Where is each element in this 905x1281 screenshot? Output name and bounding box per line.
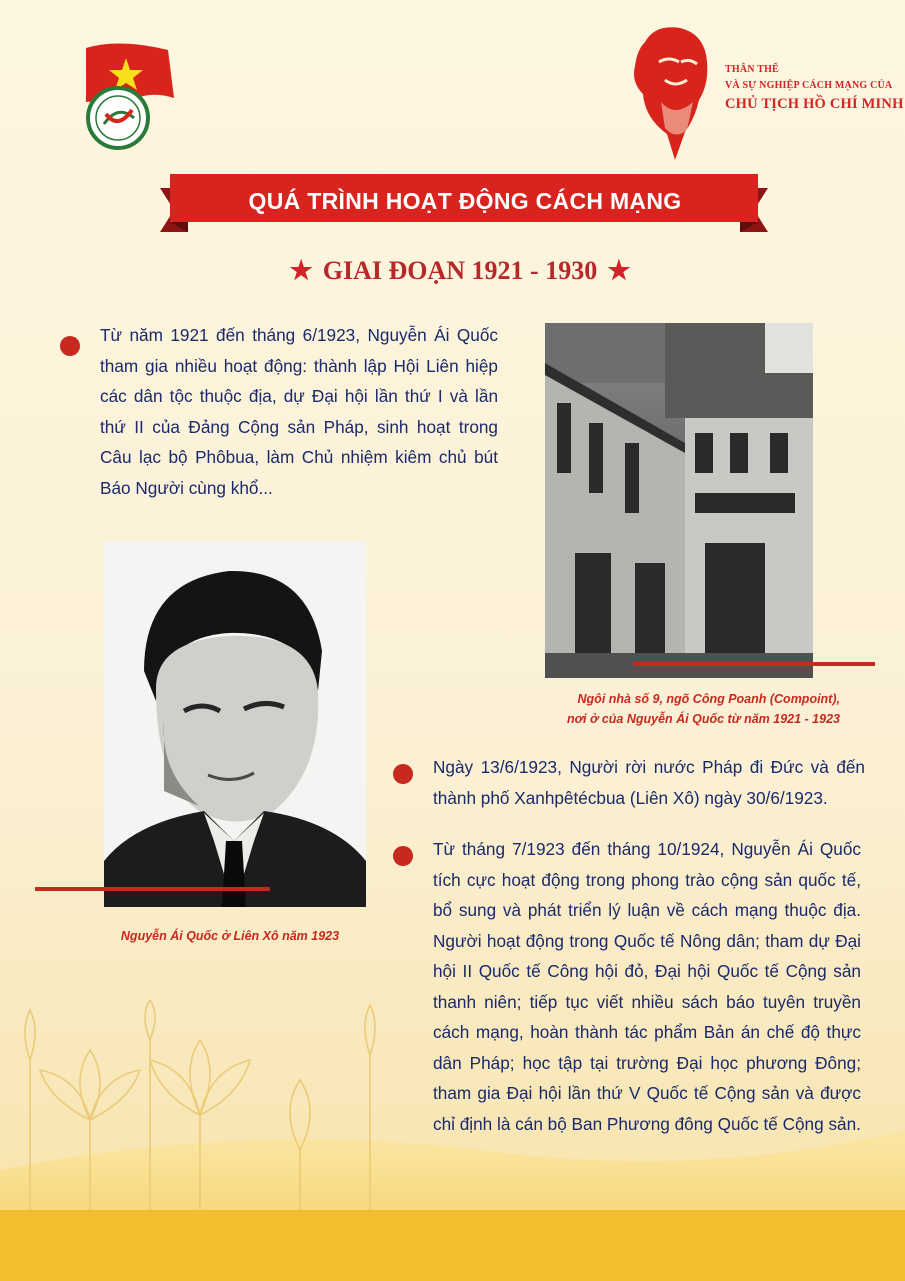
youth-union-emblem [78, 40, 178, 152]
house-photo [545, 323, 813, 678]
brand-line-2: VÀ SỰ NGHIỆP CÁCH MẠNG CỦA [725, 80, 893, 91]
paragraph-1: Từ năm 1921 đến tháng 6/1923, Nguyễn Ái Quốc tham gia nhiều hoạt động: thành lập Hội Liên hiệp các dân tộc thuộc địa, dự Đại hội lần thứ I và lần thứ II của Đảng Cộng sản Pháp, sinh hoạt trong Câu lạc bộ Phôbua, làm Chủ nhiệm kiêm chủ bút Báo Người cùng khổ... [100, 325, 498, 498]
portrait-photo [104, 541, 366, 907]
brand-line-3: CHỦ TỊCH HỒ CHÍ MINH [725, 96, 904, 112]
paragraph-2: Ngày 13/6/1923, Người rời nước Pháp đi Đức và đến thành phố Xanhpêtécbua (Liên Xô) ngày 30/6/1923. [433, 757, 865, 808]
period-label: GIAI ĐOẠN 1921 - 1930 [322, 256, 598, 285]
paragraph-3: Từ tháng 7/1923 đến tháng 10/1924, Nguyễn Ái Quốc tích cực hoạt động trong phong trào cộng sản quốc tế, bổ sung và phát triển lý luận về cách mạng thuộc địa. Người hoạt động trong Quốc tế Nông dân; tham dự Đại hội II Quốc tế Công hội đỏ, Đại hội Quốc tế Cộng sản thanh niên; tiếp tục viết nhiều sách báo tuyên truyền cách mạng, hoàn thành tác phẩm Bản án chế độ thực dân Pháp; học tập tại trường Đại học phương Đông; tham gia Đại hội lần thứ V Quốc tế Cộng sản và được chỉ định là cán bộ Ban Phương đông Quốc tế Cộng sản. [433, 839, 861, 1134]
star-icon: ★ [607, 256, 631, 285]
brand-line-1: THÂN THẾ [725, 64, 779, 75]
lotus-decoration [0, 1000, 905, 1281]
house-caption-line-1: Ngôi nhà số 9, ngõ Công Poanh (Compoint), [577, 692, 840, 706]
portrait-caption: Nguyễn Ái Quốc ở Liên Xô năm 1923 [120, 929, 340, 943]
bullet-dot [393, 846, 413, 866]
house-caption-line-2: nơi ở của Nguyễn Ái Quốc từ năm 1921 - 1923 [566, 712, 840, 726]
ho-chi-minh-portrait-logo [625, 22, 725, 162]
page-title: QUÁ TRÌNH HOẠT ĐỘNG CÁCH MẠNG [248, 187, 682, 214]
star-icon: ★ [289, 256, 313, 285]
caption-rule [633, 662, 875, 666]
bullet-dot [60, 336, 80, 356]
period-heading [260, 256, 660, 286]
caption-rule [35, 887, 270, 891]
bullet-dot [393, 764, 413, 784]
